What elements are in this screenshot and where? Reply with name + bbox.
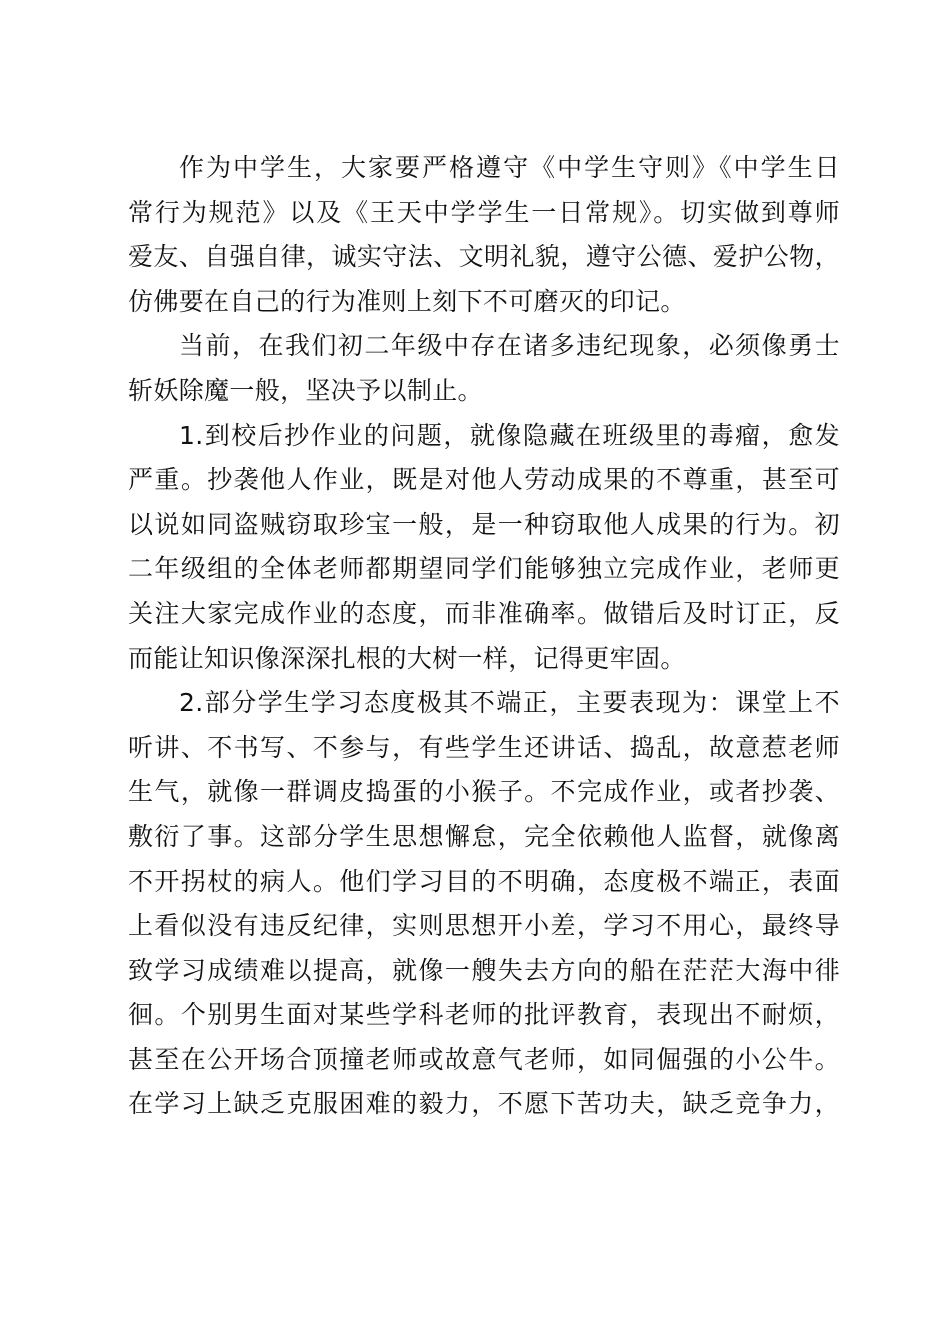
text-line: 生气，就像一群调皮捣蛋的小猴子。不完成作业，或者抄袭、: [128, 777, 840, 807]
text-line: 常行为规范》以及《王天中学学生一日常规》。切实做到尊师: [128, 197, 840, 227]
text-line: 上看似没有违反纪律，实则思想开小差，学习不用心，最终导: [128, 911, 840, 941]
text-line: 以说如同盗贼窃取珍宝一般，是一种窃取他人成果的行为。初: [128, 509, 840, 539]
text-line: 而能让知识像深深扎根的大树一样，记得更牢固。: [128, 643, 686, 673]
text-line: 1.到校后抄作业的问题，就像隐藏在班级里的毒瘤，愈发: [179, 420, 840, 450]
text-line: 二年级组的全体老师都期望同学们能够独立完成作业，老师更: [128, 554, 840, 584]
text-line: 不开拐杖的病人。他们学习目的不明确，态度极不端正，表面: [128, 866, 840, 896]
text-line: 敷衍了事。这部分学生思想懈怠，完全依赖他人监督，就像离: [128, 821, 840, 851]
text-line: 斩妖除魔一般，坚决予以制止。: [128, 375, 483, 405]
text-line: 2.部分学生学习态度极其不端正，主要表现为：课堂上不: [179, 688, 840, 718]
text-line: 爱友、自强自律，诚实守法、文明礼貌，遵守公德、爱护公物，: [128, 242, 840, 272]
text-line: 当前，在我们初二年级中存在诸多违纪现象，必须像勇士: [179, 331, 840, 361]
text-line: 严重。抄袭他人作业，既是对他人劳动成果的不尊重，甚至可: [128, 465, 840, 495]
text-line: 作为中学生，大家要严格遵守《中学生守则》《中学生日: [179, 153, 840, 182]
text-line: 致学习成绩难以提高，就像一艘失去方向的船在茫茫大海中徘: [128, 955, 840, 985]
text-line: 听讲、不书写、不参与，有些学生还讲话、捣乱，故意惹老师: [128, 732, 840, 762]
text-line: 仿佛要在自己的行为准则上刻下不可磨灭的印记。: [128, 286, 686, 316]
document-body: [128, 146, 840, 1127]
text-line: 在学习上缺乏克服困难的毅力，不愿下苦功夫，缺乏竞争力，: [128, 1089, 840, 1119]
text-line: 关注大家完成作业的态度，而非准确率。做错后及时订正，反: [128, 598, 840, 628]
text-line: 甚至在公开场合顶撞老师或故意气老师，如同倔强的小公牛。: [128, 1044, 840, 1074]
text-line: 徊。个别男生面对某些学科老师的批评教育，表现出不耐烦，: [128, 1000, 840, 1030]
